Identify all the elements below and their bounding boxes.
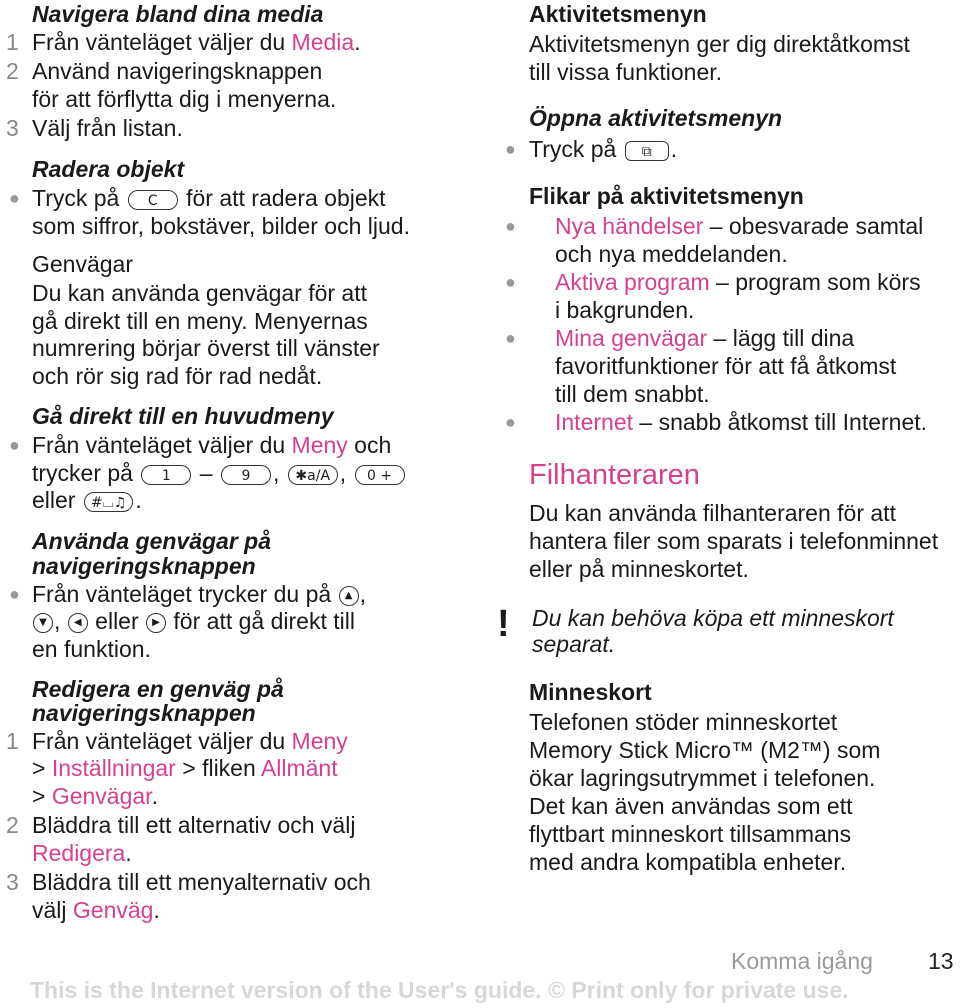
memcard-text-3: ökar lagringsutrymmet i telefonen. xyxy=(529,765,876,791)
tab-internet xyxy=(555,408,927,436)
text: Från vänteläget väljer du xyxy=(32,728,292,754)
file-manager-text-3: eller på minneskortet. xyxy=(529,556,749,582)
activity-text-1: Aktivitetsmenyn ger dig direktåtkomst xyxy=(529,31,910,57)
file-manager-text-2: hantera filer som sparats i telefonminnet xyxy=(529,528,939,554)
tab-running-apps-cont: i bakgrunden. xyxy=(555,297,695,323)
edit-step-1-line3 xyxy=(32,782,158,810)
step-number: 3 xyxy=(6,115,19,141)
edit-step-3-line2 xyxy=(32,896,160,924)
text: > xyxy=(32,755,52,781)
text: Tryck på xyxy=(32,185,120,211)
text: . xyxy=(125,840,132,866)
key-0-icon: 0 + xyxy=(355,465,405,485)
nav-step-3: Välj från listan. xyxy=(32,115,183,141)
bullet-icon: ● xyxy=(505,216,516,236)
nav-step-2-line2: för att förflytta dig i menyerna. xyxy=(32,86,337,112)
text: , xyxy=(339,460,347,486)
warning-icon: ! xyxy=(497,603,510,645)
step-number: 3 xyxy=(6,869,19,895)
nav-right-icon: ▶ xyxy=(146,613,166,633)
bullet-icon: ● xyxy=(9,435,20,455)
text: – obesvarade samtal xyxy=(703,213,924,239)
tab-running-apps xyxy=(555,268,921,296)
shortcuts-text-4: och rör sig rad för rad nedåt. xyxy=(32,363,323,389)
edit-step-2-line1: Bläddra till ett alternativ och välj xyxy=(32,812,356,838)
bullet-icon: ● xyxy=(9,188,20,208)
step-text: Från vänteläget väljer du xyxy=(32,29,292,55)
edit-step-2-line2 xyxy=(32,839,132,867)
direct-line1 xyxy=(32,431,391,459)
key-star-icon: ✱a/A xyxy=(288,465,338,485)
running-apps-link[interactable]: Aktiva program xyxy=(555,269,710,295)
memcard-text-1: Telefonen stöder minneskortet xyxy=(529,709,838,735)
tabs-heading: Flikar på aktivitetsmenyn xyxy=(529,183,804,209)
shortcuts-text-2: gå direkt till en meny. Menyernas xyxy=(32,308,368,334)
nav-up-icon: ▲ xyxy=(339,586,359,606)
text: – snabb åtkomst till Internet. xyxy=(633,409,928,435)
text: trycker på xyxy=(32,460,133,486)
tab-my-shortcuts xyxy=(555,324,854,352)
menu-link[interactable]: Meny xyxy=(291,432,348,458)
navkeys-line1: Från vänteläget trycker du på ▲ , xyxy=(32,581,366,607)
key-9-icon: 9 xyxy=(221,465,271,485)
activity-text-2: till vissa funktioner. xyxy=(529,59,723,85)
nav-media-heading: Navigera bland dina media xyxy=(32,1,324,27)
bullet-icon: ● xyxy=(505,328,516,348)
delete-line1 xyxy=(32,184,386,212)
text: för att radera objekt xyxy=(186,185,386,211)
text: eller xyxy=(95,608,139,634)
navkeys-heading-2: navigeringsknappen xyxy=(32,553,256,579)
direct-line3 xyxy=(32,486,142,514)
page-number: 13 xyxy=(928,948,954,974)
text: för att gå direkt till xyxy=(173,608,355,634)
settings-link[interactable]: Inställningar xyxy=(51,755,176,781)
new-events-link[interactable]: Nya händelser xyxy=(555,213,704,239)
memory-card-heading: Minneskort xyxy=(529,679,652,705)
text: och xyxy=(347,432,392,458)
step-text: . xyxy=(354,29,361,55)
text: . xyxy=(670,136,678,162)
navkeys-heading-1: Använda genvägar på xyxy=(32,528,272,554)
text: välj xyxy=(32,897,73,923)
nav-step-1 xyxy=(32,28,361,56)
nav-left-icon: ◀ xyxy=(68,613,88,633)
note-text-2: separat. xyxy=(532,631,616,657)
edit-step-1-line1 xyxy=(32,727,348,755)
navkeys-line2: ▼ , ◀ eller ▶ för att gå direkt till xyxy=(32,607,355,635)
text: > fliken xyxy=(175,755,261,781)
my-shortcuts-link[interactable]: Mina genvägar xyxy=(555,325,708,351)
text: – xyxy=(199,460,213,486)
step-number: 2 xyxy=(6,58,19,84)
edit-heading-2: navigeringsknappen xyxy=(32,700,256,726)
shortcuts-link[interactable]: Genvägar xyxy=(51,783,152,809)
file-manager-heading: Filhanteraren xyxy=(529,459,700,491)
open-activity-heading: Öppna aktivitetsmenyn xyxy=(529,105,783,131)
tab-new-events-cont: och nya meddelanden. xyxy=(555,241,788,267)
nav-down-icon: ▼ xyxy=(33,613,53,633)
tab-my-shortcuts-cont2: till dem snabbt. xyxy=(555,381,710,407)
delete-heading: Radera objekt xyxy=(32,156,185,182)
c-key-icon: C xyxy=(128,190,178,210)
note-text-1: Du kan behöva köpa ett minneskort xyxy=(532,605,894,631)
menu-link[interactable]: Meny xyxy=(291,728,348,754)
file-manager-text-1: Du kan använda filhanteraren för att xyxy=(529,500,896,526)
shortcuts-heading: Genvägar xyxy=(32,251,134,277)
memcard-text-2: Memory Stick Micro™ (M2™) som xyxy=(529,737,881,763)
bullet-icon: ● xyxy=(9,584,20,604)
nav-step-2-line1: Använd navigeringsknappen xyxy=(32,58,323,84)
text: , xyxy=(272,460,280,486)
direct-menu-heading: Gå direkt till en huvudmeny xyxy=(32,403,334,429)
activity-key-icon: ⧉ xyxy=(625,141,669,161)
step-number: 1 xyxy=(6,728,19,754)
text: . xyxy=(135,487,142,513)
text: – lägg till dina xyxy=(707,325,855,351)
edit-link[interactable]: Redigera xyxy=(32,840,126,866)
edit-step-1-line2 xyxy=(32,754,338,782)
open-activity-text xyxy=(529,135,677,163)
navkeys-line3: en funktion. xyxy=(32,636,151,662)
tab-new-events xyxy=(555,212,923,240)
footer-section-title: Komma igång xyxy=(731,948,873,974)
text: . xyxy=(151,783,158,809)
text: Tryck på xyxy=(529,136,617,162)
text: > xyxy=(32,783,52,809)
tab-my-shortcuts-cont: favoritfunktioner för att få åtkomst xyxy=(555,353,897,379)
step-number: 2 xyxy=(6,812,19,838)
general-tab-link[interactable]: Allmänt xyxy=(260,755,338,781)
key-1-icon: 1 xyxy=(141,465,191,485)
text: Från vänteläget trycker du på xyxy=(32,581,332,607)
watermark: This is the Internet version of the User's guide. © Print only for private use. xyxy=(30,977,849,1003)
bullet-icon: ● xyxy=(505,272,516,292)
text: Från vänteläget väljer du xyxy=(32,432,292,458)
memcard-text-5: flyttbart minneskort tillsammans xyxy=(529,821,852,847)
bullet-icon: ● xyxy=(505,139,516,159)
delete-line2: som siffror, bokstäver, bilder och ljud. xyxy=(32,213,410,239)
internet-link[interactable]: Internet xyxy=(555,409,633,435)
direct-line2 xyxy=(32,459,407,487)
shortcuts-text-3: numrering börjar överst till vänster xyxy=(32,335,380,361)
bullet-icon: ● xyxy=(505,412,516,432)
step-number: 1 xyxy=(6,29,19,55)
text: – program som körs xyxy=(709,269,921,295)
key-hash-icon: #⌴♫ xyxy=(84,492,133,512)
memcard-text-6: med andra kompatibla enheter. xyxy=(529,849,847,875)
edit-step-3-line1: Bläddra till ett menyalternativ och xyxy=(32,869,371,895)
memcard-text-4: Det kan även användas som ett xyxy=(529,793,853,819)
edit-heading-1: Redigera en genväg på xyxy=(32,676,284,702)
shortcuts-text-1: Du kan använda genvägar för att xyxy=(32,280,368,306)
shortcut-link[interactable]: Genväg xyxy=(72,897,154,923)
text: eller xyxy=(32,487,76,513)
media-link[interactable]: Media xyxy=(291,29,355,55)
activity-menu-heading: Aktivitetsmenyn xyxy=(529,1,707,27)
text: . xyxy=(153,897,160,923)
